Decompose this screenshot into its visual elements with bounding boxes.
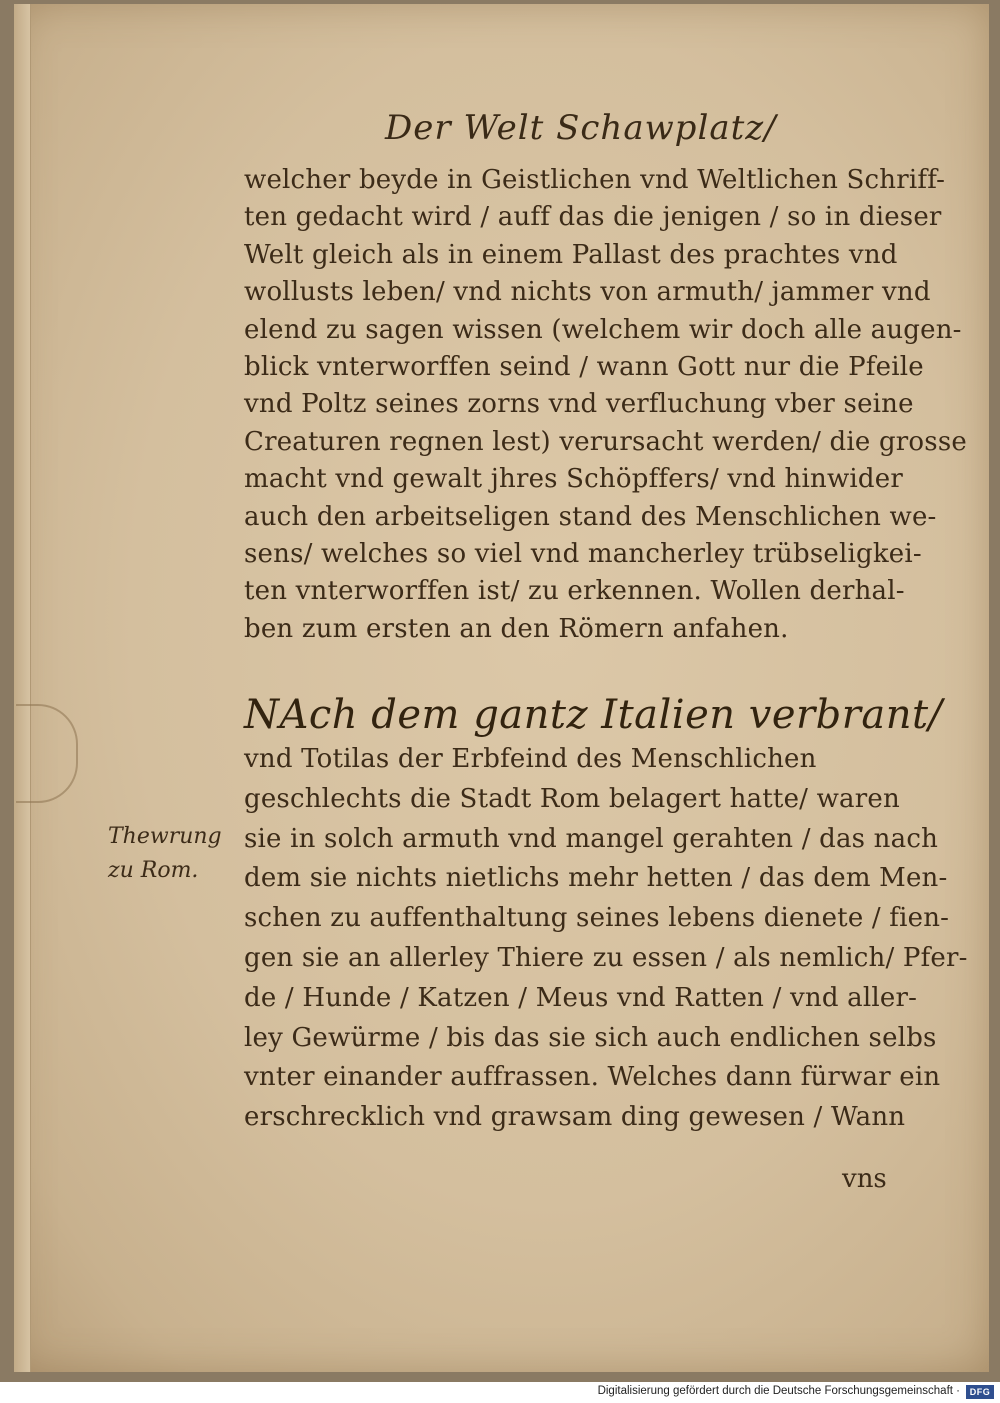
section-opening-line: NAch dem gantz Italien verbrant/ <box>244 692 943 738</box>
text-line: blick vnterworffen seind / wann Gott nur die Pfeile <box>244 352 924 383</box>
text-line: sie in solch armuth vnd mangel gerahten / das nach <box>244 823 939 854</box>
marginal-note-line: Thewrung <box>108 824 222 849</box>
text-line: schen zu auffenthaltung seines lebens dienete / fien- <box>244 903 950 934</box>
marginal-note <box>108 820 222 888</box>
text-line: vnd Poltz seines zorns vnd verfluchung vber seine <box>244 389 914 420</box>
catchword: vns <box>842 1164 887 1194</box>
text-line: de / Hunde / Katzen / Meus vnd Ratten / vnd aller- <box>244 982 918 1013</box>
digitization-footer <box>0 1382 1000 1403</box>
text-line: welcher beyde in Geistlichen vnd Weltlichen Schriff- <box>244 165 946 195</box>
running-head: Der Welt Schawplatz/ <box>385 108 777 148</box>
text-line: geschlechts die Stadt Rom belagert hatte/ waren <box>244 783 900 814</box>
text-line: Creaturen regnen lest) verursacht werden/ die grosse <box>244 426 967 457</box>
text-line: vnter einander auffrassen. Welches dann fürwar ein <box>244 1062 941 1093</box>
text-line: ten vnterworffen ist/ zu erkennen. Wollen derhal- <box>244 576 905 607</box>
text-line: elend zu sagen wissen (welchem wir doch alle augen- <box>244 314 962 345</box>
text-line: ben zum ersten an den Römern anfahen. <box>244 613 789 644</box>
text-line: sens/ welches so viel vnd mancherley trübseligkei- <box>244 539 922 570</box>
text-block-intro <box>244 162 967 648</box>
text-line: Welt gleich als in einem Pallast des prachtes vnd <box>244 239 898 270</box>
text-line: gen sie an allerley Thiere zu essen / als nemlich/ Pfer- <box>244 942 968 973</box>
funding-credit: Digitalisierung gefördert durch die Deutsche Forschungsgemeinschaft · <box>597 1385 960 1397</box>
text-line: erschrecklich vnd grawsam ding gewesen / Wann <box>244 1102 906 1133</box>
text-block-rome <box>244 690 968 1138</box>
text-line: macht vnd gewalt jhres Schöpffers/ vnd hinwider <box>244 464 903 495</box>
text-line: auch den arbeitseligen stand des Menschlichen we- <box>244 501 937 532</box>
text-line: vnd Totilas der Erbfeind des Menschlichen <box>244 744 817 774</box>
paper-fold-mark <box>16 704 78 803</box>
dfg-logo-icon: DFG <box>966 1385 994 1399</box>
text-line: ley Gewürme / bis das sie sich auch endlichen selbs <box>244 1022 937 1053</box>
marginal-note-line: zu Rom. <box>108 858 199 883</box>
text-line: ten gedacht wird / auff das die jenigen / so in dieser <box>244 202 942 233</box>
text-line: wollusts leben/ vnd nichts von armuth/ jammer vnd <box>244 277 931 308</box>
text-line: dem sie nichts nietlichs mehr hetten / das dem Men- <box>244 863 948 894</box>
page-gutter-edge <box>14 4 31 1372</box>
